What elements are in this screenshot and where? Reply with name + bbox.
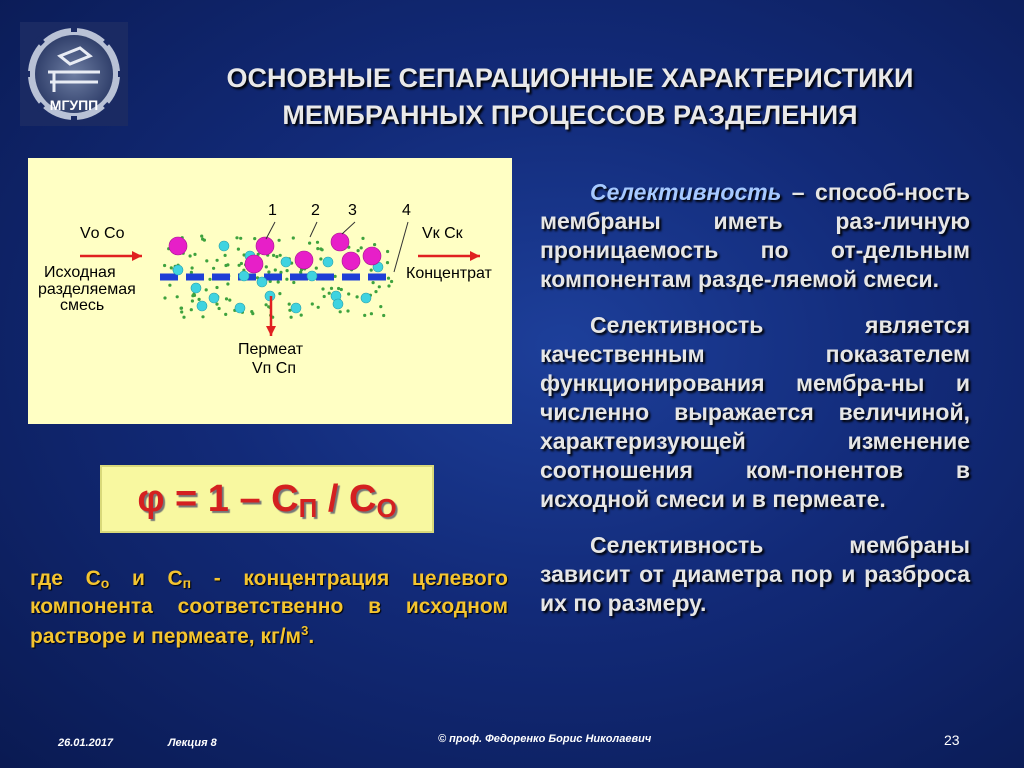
solution-dot [190,308,193,311]
formula-explanation [30,567,508,649]
solution-dot [278,292,281,295]
solution-dot [218,307,221,310]
solution-dot [163,264,166,267]
solution-dot [265,303,268,306]
small-particle [307,271,317,281]
solution-dot [347,292,350,295]
solution-dot [201,238,204,241]
solution-dot [215,286,218,289]
small-particle [191,283,201,293]
solution-dot [253,237,256,240]
solution-dot [387,284,390,287]
solution-dot [361,237,364,240]
solution-dot [240,262,243,265]
solution-dot [180,307,183,310]
solution-dot [323,295,326,298]
solution-dot [337,287,340,290]
solution-dot [339,310,342,313]
solution-dot [277,280,280,283]
small-particle [361,293,371,303]
small-particle [281,257,291,267]
selectivity-formula [102,467,432,531]
small-particle [323,257,333,267]
footer-lecture: Лекция 8 [168,737,217,749]
large-particle [256,237,274,255]
where-sup: 3 [301,623,309,638]
large-particle [363,247,381,265]
solution-dot [387,277,390,280]
solution-dot [363,314,366,317]
solution-dot [316,247,319,250]
marker-1: 1 [268,202,277,219]
solution-dot [208,278,211,281]
solution-dot [319,257,322,260]
concentrate-label: Концентрат [406,265,492,282]
solution-dot [373,243,376,246]
small-particle [291,303,301,313]
solution-dot [201,315,204,318]
definition-text [540,178,970,635]
permeate-flow-label: Vп Cп [252,360,296,377]
solution-dot [288,303,291,306]
title-line-2: МЕМБРАННЫХ ПРОЦЕССОВ РАЗДЕЛЕНИЯ [282,100,858,130]
small-particle [219,241,229,251]
solution-dot [316,241,319,244]
solution-dot [200,235,203,238]
university-logo [20,22,128,126]
input-label-1: Исходная [44,264,116,281]
solution-dot [272,254,275,257]
footer-date: 26.01.2017 [58,737,114,749]
solution-dot [228,299,231,302]
solution-dot [382,314,385,317]
large-particle [331,233,349,251]
marker-2: 2 [311,202,320,219]
solution-dot [308,242,311,245]
formula-sub-o: О [376,493,397,523]
solution-dot [290,316,293,319]
solution-dot [300,314,303,317]
marker-4: 4 [402,202,411,219]
solution-dot [275,255,278,258]
formula-box [100,465,434,533]
where-sub-p: п [182,575,192,591]
solution-dot [267,270,270,273]
where-sub-o: о [100,575,110,591]
large-particle [169,237,187,255]
where-text-3: - концентрация целевого компонента соответственно в исходном растворе и пермеате, кг/м [30,567,508,648]
solution-dot [235,236,238,239]
solution-dot [215,303,218,306]
solution-dot [357,249,360,252]
formula-mid: / C [317,478,377,520]
permeate-arrow-head [266,326,276,336]
solution-dot [274,268,277,271]
solution-dot [356,295,359,298]
solution-dot [226,282,229,285]
small-particle [333,299,343,309]
small-particle [257,277,267,287]
solution-dot [191,266,194,269]
solution-dot [321,287,324,290]
solution-dot [189,254,192,257]
solution-dot [198,298,201,301]
small-particle [173,265,183,275]
solution-dot [370,312,373,315]
solution-dot [205,288,208,291]
logo-text: МГУПП [49,97,99,113]
where-text-1: где C [30,567,101,590]
input-label-2: разделяемая [38,281,136,298]
small-particle [209,293,219,303]
paragraph-1 [540,178,970,294]
solution-dot [176,295,179,298]
solution-dot [237,248,240,251]
solution-dot [386,261,389,264]
solution-dot [278,239,281,242]
solution-dot [390,280,393,283]
solution-dot [170,266,173,269]
solution-dot [311,302,314,305]
solution-dot [212,267,215,270]
solution-dot [386,250,389,253]
solution-dot [191,299,194,302]
paragraph-1-rest: – способ-ность мембраны иметь раз-личную проницаемость по от-дельным компонентам разде-ляемой смеси. [540,179,970,292]
solution-dot [180,310,183,313]
solution-dot [279,254,282,257]
solution-dot [330,287,333,290]
small-particle [197,301,207,311]
marker-1-leader [266,222,275,239]
solution-dot [285,278,288,281]
input-flow-label: Vо Cо [80,225,125,242]
paragraph-2: Селективность является качественным показателем функционирования мембра-ны и численно выражается величиной, характеризующей изменение соотношения ком-понентов в исходной смеси и в пермеате. [540,312,970,512]
solution-dot [225,297,228,300]
solution-dot [182,316,185,319]
solution-dot [216,259,219,262]
marker-3: 3 [348,202,357,219]
paragraph-3: Селективность мембраны зависит от диаметра пор и разброса их по размеру. [540,532,970,616]
page-title [130,60,1010,134]
solution-dot [224,254,227,257]
solution-dot [315,267,318,270]
solution-dot [328,292,331,295]
solution-dot [292,236,295,239]
solution-dot [224,313,227,316]
where-text-2: и C [109,567,183,590]
solution-dot [286,269,289,272]
solution-dot [374,290,377,293]
solution-dot [379,305,382,308]
solution-dot [205,259,208,262]
solution-dot [292,281,295,284]
small-particle [235,303,245,313]
marker-2-leader [310,222,317,237]
input-arrow-head [132,251,142,261]
formula-lhs: φ = 1 – C [137,478,299,520]
solution-dot [360,246,363,249]
solution-dot [168,284,171,287]
title-line-1: ОСНОВНЫЕ СЕПАРАЦИОННЫЕ ХАРАКТЕРИСТИКИ [226,63,914,93]
solution-dot [346,309,349,312]
solution-dot [372,281,375,284]
selectivity-term: Селективность [590,179,782,205]
membrane-diagram [28,158,512,424]
output-flow-label: Vк Cк [422,225,463,242]
solution-dot [239,237,242,240]
solution-dot [193,253,196,256]
large-particle [245,255,263,273]
solution-dot [317,306,320,309]
large-particle [295,251,313,269]
solution-dot [265,265,268,268]
marker-3-leader [342,222,355,234]
input-label-3: смесь [60,297,105,314]
formula-sub-p: П [298,493,318,523]
where-text-4: . [308,625,315,648]
solution-dot [378,285,381,288]
output-arrow-head [470,251,480,261]
solution-dot [250,310,253,313]
solution-dot [163,296,166,299]
large-particle [342,252,360,270]
footer-author: © проф. Федоренко Борис Николаевич [438,733,652,745]
permeate-label: Пермеат [238,341,304,358]
solution-dot [370,269,373,272]
page-number: 23 [944,732,960,748]
solution-dot [321,248,324,251]
solution-dot [226,263,229,266]
small-particle [239,271,249,281]
